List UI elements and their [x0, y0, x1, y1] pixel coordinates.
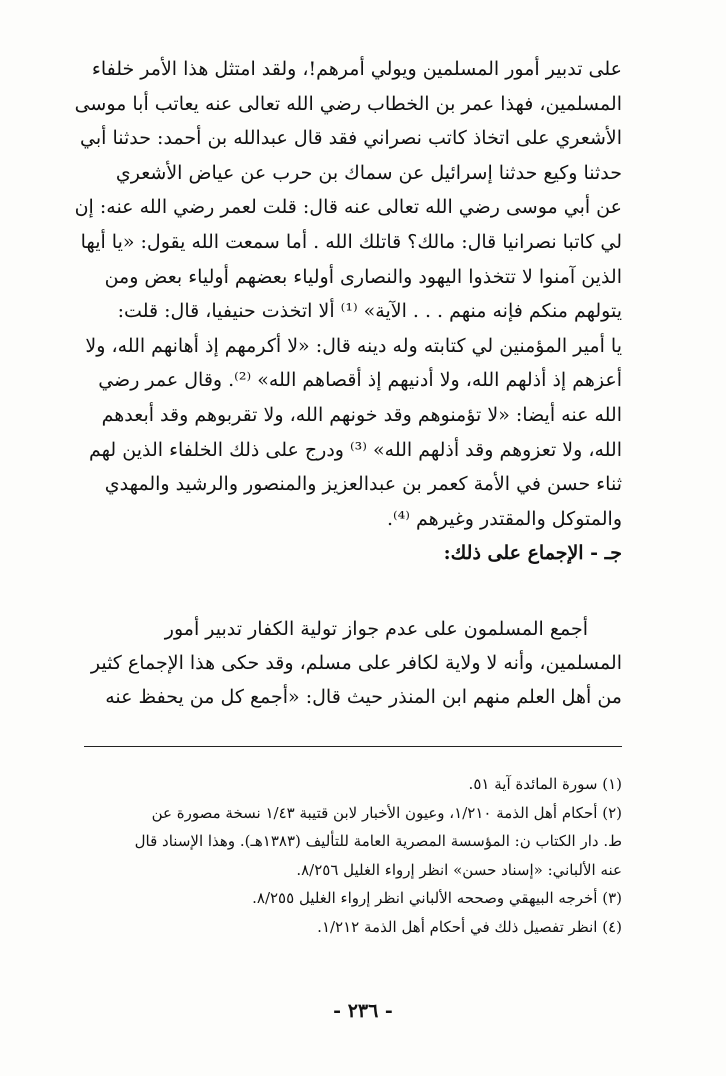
text-line: والمتوكل والمقتدر وغيرهم ⁽⁴⁾. — [386, 507, 622, 530]
section-heading: جـ - الإجماع على ذلك: — [443, 542, 622, 565]
text-line: أجمع المسلمون على عدم جواز تولية الكفار تدبير أمور — [164, 618, 588, 640]
main-text-block — [70, 52, 622, 571]
footnote: (٢) أحكام أهل الذمة ١/٢١٠، وعيون الأخبار لابن قتيبة ١/٤٣ نسخة مصورة عن — [151, 803, 622, 822]
page-number: - ٢٣٦ - — [333, 1000, 393, 1022]
text-line: الذين آمنوا لا تتخذوا اليهود والنصارى أولياء بعضهم أولياء بعض ومن — [104, 265, 622, 288]
text-line: المسلمين، فهذا عمر بن الخطاب رضي الله تعالى عنه يعاتب أبا موسى — [74, 92, 622, 115]
text-line: من أهل العلم منهم ابن المنذر حيث قال: «أجمع كل من يحفظ عنه — [105, 686, 622, 708]
text-line: الأشعري على اتخاذ كاتب نصراني فقد قال عبدالله بن أحمد: حدثنا أبي — [80, 127, 622, 150]
footnotes-block — [70, 770, 622, 941]
footnote: ط. دار الكتاب ن: المؤسسة المصرية العامة للتأليف (١٣٨٣هـ). وهذا الإسناد قال — [134, 832, 622, 850]
text-line: على تدبير أمور المسلمين ويولي أمرهم!، ولقد امتثل هذا الأمر خلفاء — [91, 58, 622, 80]
footnote: عنه الألباني: «إسناد حسن» انظر إرواء الغليل ٨/٢٥٦. — [296, 860, 622, 879]
text-line: أعزهم إذ أذلهم الله، ولا أدنيهم إذ أقصاهم الله» ⁽²⁾. وقال عمر رضي — [98, 369, 622, 392]
text-line: يتولهم منكم فإنه منهم . . . الآية» ⁽¹⁾ ألا اتخذت حنيفيا، قال: قلت: — [117, 300, 622, 323]
text-line: حدثنا وكيع حدثنا إسرائيل عن سماك بن حرب عن عياض الأشعري — [115, 161, 622, 184]
consensus-paragraph — [70, 612, 622, 714]
text-line: ثناء حسن في الأمة كعمر بن عبدالعزيز والمنصور والرشيد والمهدي — [104, 473, 622, 496]
text-line: المسلمين، وأنه لا ولاية لكافر على مسلم، وقد حكى هذا الإجماع كثير — [90, 652, 622, 674]
text-line: يا أمير المؤمنين لي كتابته وله دينه قال: «لا أكرمهم إذ أهانهم الله، ولا — [85, 334, 622, 357]
text-line: الله عنه أيضا: «لا تؤمنوهم وقد خونهم الله، ولا تقربوهم وقد أبعدهم — [101, 403, 622, 426]
footnote: (٤) انظر تفصيل ذلك في أحكام أهل الذمة ١/٢١٢. — [317, 917, 622, 936]
footnote: (٣) أخرجه البيهقي وصححه الألباني انظر إرواء الغليل ٨/٢٥٥. — [252, 889, 622, 907]
footnote: (١) سورة المائدة آية ٥١. — [468, 775, 622, 793]
text-line: عن أبي موسى رضي الله تعالى عنه قال: قلت لعمر رضي الله عنه: إن — [74, 196, 622, 219]
text-line: لي كاتبا نصرانيا قال: مالك؟ قاتلك الله . أما سمعت الله يقول: «يا أيها — [80, 230, 622, 253]
footnote-divider — [84, 746, 622, 747]
text-line: الله، ولا تعزوهم وقد أذلهم الله» ⁽³⁾ ودرج على ذلك الخلفاء الذين لهم — [89, 438, 622, 461]
